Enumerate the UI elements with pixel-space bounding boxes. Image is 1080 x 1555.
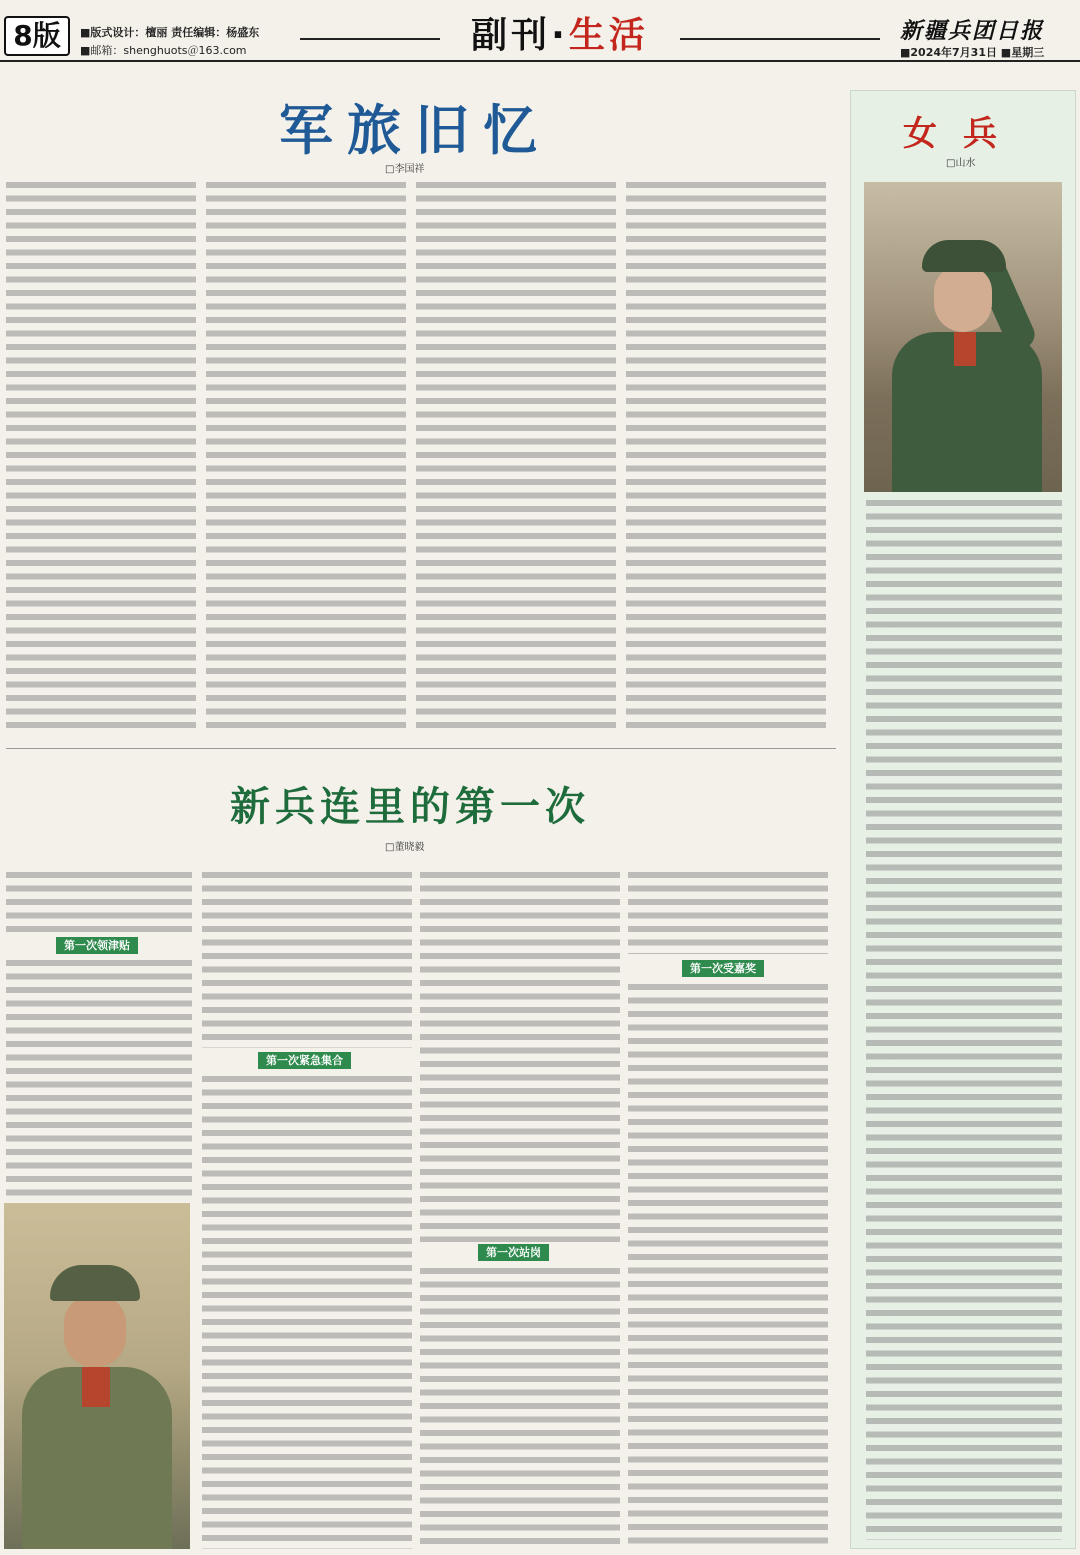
article-a-column-4	[626, 182, 826, 730]
section-rule-right	[680, 38, 880, 40]
article-b-byline: □董晓毅	[385, 842, 425, 853]
subhead-first-sentry-duty: 第一次站岗	[478, 1244, 549, 1261]
section-sub: 生活	[568, 14, 649, 56]
article-a-title: 军旅旧忆	[279, 99, 551, 162]
article-b-column-1b	[6, 960, 192, 1196]
article-a-byline: □李国祥	[385, 164, 425, 175]
article-b-column-4a	[628, 872, 828, 954]
section-dot: ·	[551, 15, 569, 56]
article-a-column-3	[416, 182, 616, 730]
article-b-column-3a	[420, 872, 620, 1242]
issue-date: ■2024年7月31日 ■星期三	[900, 46, 1045, 59]
article-b-column-3b	[420, 1268, 620, 1549]
page-number: 8版	[4, 16, 70, 56]
photo-male-soldier	[4, 1203, 190, 1549]
article-b-column-4b	[628, 984, 828, 1549]
article-b-column-2a	[202, 872, 412, 1048]
design-editor-credit: ■版式设计：檀丽 责任编辑：杨盛东	[80, 26, 260, 39]
article-c-column	[866, 500, 1062, 1540]
subhead-first-emergency-assembly: 第一次紧急集合	[258, 1052, 351, 1069]
paper-logo: 新疆兵团日报	[900, 18, 1045, 44]
section-title	[450, 12, 670, 58]
subhead-first-commendation: 第一次受嘉奖	[682, 960, 764, 977]
subhead-first-allowance: 第一次领津贴	[56, 937, 138, 954]
article-b-column-2b	[202, 1076, 412, 1549]
section-email: ■邮箱：shenghuots＠163.com	[80, 44, 247, 57]
article-c-byline: □山水	[946, 158, 976, 169]
article-b-column-1a	[6, 872, 192, 932]
photo-female-soldier	[864, 182, 1062, 492]
article-divider	[6, 748, 836, 749]
article-b-title: 新兵连里的第一次	[230, 784, 590, 830]
masthead	[0, 0, 1080, 62]
article-c-title: 女兵	[903, 114, 1023, 154]
article-a-column-2	[206, 182, 406, 730]
article-a-column-1	[6, 182, 196, 730]
section-rule-left	[300, 38, 440, 40]
section-main: 副刊	[471, 15, 552, 56]
